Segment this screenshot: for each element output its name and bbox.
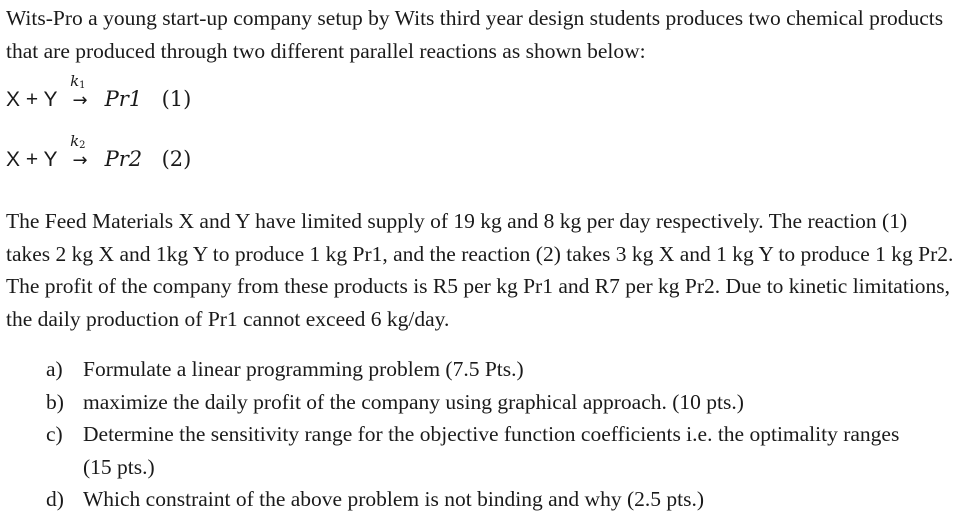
question-label: c) xyxy=(46,422,63,446)
reaction-1 xyxy=(6,72,192,112)
arrow-icon: → xyxy=(72,90,88,111)
question-text: Formulate a linear programming problem (7.5 Pts.) xyxy=(83,357,524,381)
question-item xyxy=(46,483,926,516)
question-list xyxy=(46,353,926,516)
arrow-icon: → xyxy=(72,150,88,171)
question-text: maximize the daily profit of the company using graphical approach. (10 pts.) xyxy=(83,389,744,414)
reaction-2-product: Pr2 xyxy=(104,147,143,171)
question-text: Determine the sensitivity range for the objective function coefficients i.e. the optimality ranges (15 pts.) xyxy=(83,422,900,479)
question-item xyxy=(46,353,926,386)
reaction-2-rate-constant: $k_2$ xyxy=(70,132,86,151)
reaction-1-arrow xyxy=(67,72,93,112)
intro-paragraph: Wits-Pro a young start-up company setup by Wits third year design students produces two chemical products that are produced through two different parallel reactions as shown below: xyxy=(6,6,944,63)
question-text: Which constraint of the above problem is not binding and why (2.5 pts.) xyxy=(83,487,704,511)
reaction-2-reactants: X + Y xyxy=(6,148,58,171)
body-paragraph: The Feed Materials X and Y have limited supply of 19 kg and 8 kg per day respectively. The reaction (1) takes 2 kg X and 1kg Y to produce 1 kg Pr1, and the reaction (2) takes 3 kg X and 1 kg Y to produce 1 kg Pr2. The profit of the company from these products is R5 per kg Pr1 and R7 per kg Pr2. Due to kinetic limitations, the daily production of Pr1 cannot exceed 6 kg/day. xyxy=(6,209,954,331)
reaction-1-rate-constant: $k_1$ xyxy=(70,72,86,91)
question-item xyxy=(46,418,926,483)
reaction-2 xyxy=(6,132,192,172)
reaction-1-reactants: X + Y xyxy=(6,88,58,111)
question-label: a) xyxy=(46,357,63,381)
reaction-1-product: Pr1 xyxy=(104,87,143,111)
reaction-1-number: (1) xyxy=(161,87,192,111)
reaction-2-arrow xyxy=(67,132,93,172)
question-label: d) xyxy=(46,487,64,511)
question-label: b) xyxy=(46,389,64,414)
question-item xyxy=(46,386,926,419)
reaction-2-number: (2) xyxy=(161,147,192,171)
